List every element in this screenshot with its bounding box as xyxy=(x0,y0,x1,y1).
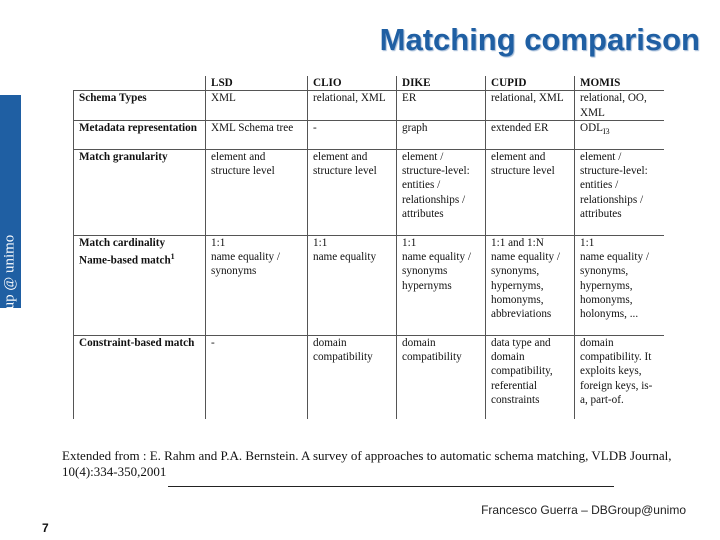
table-cell: data type and domain compatibility, referential constraints xyxy=(486,335,575,419)
row-label-namebased xyxy=(79,250,200,268)
comparison-table xyxy=(73,76,664,419)
table-cell xyxy=(575,235,665,335)
table-cell: element and structure level xyxy=(308,149,397,235)
namebased-value: name equality / synonyms, hypernyms, homonyms, holonyms, ... xyxy=(580,251,649,321)
momis-metadata-subscript: I3 xyxy=(603,127,610,137)
table-cell: domain compatibility. It exploits keys, foreign keys, is-a, part-of. xyxy=(575,335,665,419)
cardinality-value: 1:1 xyxy=(580,236,595,249)
table-cell: element / structure-level: entities / relationships / attributes xyxy=(575,149,665,235)
table-cell xyxy=(206,235,308,335)
table-cell: domain compatibility xyxy=(308,335,397,419)
table-row xyxy=(74,91,665,121)
side-bar xyxy=(0,95,21,358)
table-cell: relational, OO, XML xyxy=(575,91,665,121)
namebased-value: name equality / synonyms, hypernyms, homonyms, abbreviations xyxy=(491,251,560,321)
table-cell xyxy=(486,235,575,335)
table-cell: graph xyxy=(397,120,486,149)
header-lsd: LSD xyxy=(206,76,308,91)
footnote-mark: 1 xyxy=(170,252,175,262)
table-cell: domain compatibility xyxy=(397,335,486,419)
table-cell: - xyxy=(308,120,397,149)
namebased-value: name equality xyxy=(313,251,377,264)
row-label: Match cardinality xyxy=(79,236,166,249)
header-cupid: CUPID xyxy=(486,76,575,91)
divider xyxy=(168,486,614,487)
cardinality-value: 1:1 xyxy=(313,236,328,249)
table-cell: element and structure level xyxy=(206,149,308,235)
citation-text: Extended from : E. Rahm and P.A. Bernstein. A survey of approaches to automatic schema matching, VLDB Journal, 10(4):334-350,2001 xyxy=(62,448,672,479)
table-cell: XML xyxy=(206,91,308,121)
footer-text: Francesco Guerra – DBGroup@unimo xyxy=(481,503,686,517)
comparison-table-area xyxy=(73,76,664,419)
table-cell: element / structure-level: entities / relationships / attributes xyxy=(397,149,486,235)
table-cell xyxy=(397,235,486,335)
header-empty xyxy=(74,76,206,91)
page-number: 7 xyxy=(42,521,49,535)
table-cell-momis-metadata xyxy=(575,120,665,149)
table-cell: element and structure level xyxy=(486,149,575,235)
row-label-cardinality-name xyxy=(74,235,206,335)
table-cell: ER xyxy=(397,91,486,121)
side-label: DB Group @ unimo xyxy=(1,234,18,358)
cardinality-value: 1:1 and 1:N xyxy=(491,236,544,249)
row-label: Metadata representation xyxy=(74,120,206,149)
row-label: Constraint-based match xyxy=(74,335,206,419)
momis-metadata-text: ODL xyxy=(580,121,603,134)
header-dike: DIKE xyxy=(397,76,486,91)
table-row xyxy=(74,120,665,149)
table-cell: relational, XML xyxy=(486,91,575,121)
table-cell: - xyxy=(206,335,308,419)
cardinality-value: 1:1 xyxy=(211,236,226,249)
table-cell: XML Schema tree xyxy=(206,120,308,149)
table-row xyxy=(74,149,665,235)
namebased-value: name equality / synonyms xyxy=(211,251,280,278)
namebased-value: name equality / synonyms hypernyms xyxy=(402,251,471,292)
table-cell xyxy=(308,235,397,335)
table-row xyxy=(74,235,665,335)
row-label: Match granularity xyxy=(74,149,206,235)
table-row xyxy=(74,335,665,419)
row-label: Name-based match xyxy=(79,254,171,267)
row-label: Schema Types xyxy=(74,91,206,121)
slide-title: Matching comparison xyxy=(379,22,700,57)
header-row xyxy=(74,76,665,91)
table-cell: relational, XML xyxy=(308,91,397,121)
table-cell: extended ER xyxy=(486,120,575,149)
header-momis: MOMIS xyxy=(575,76,665,91)
header-clio: CLIO xyxy=(308,76,397,91)
cardinality-value: 1:1 xyxy=(402,236,417,249)
